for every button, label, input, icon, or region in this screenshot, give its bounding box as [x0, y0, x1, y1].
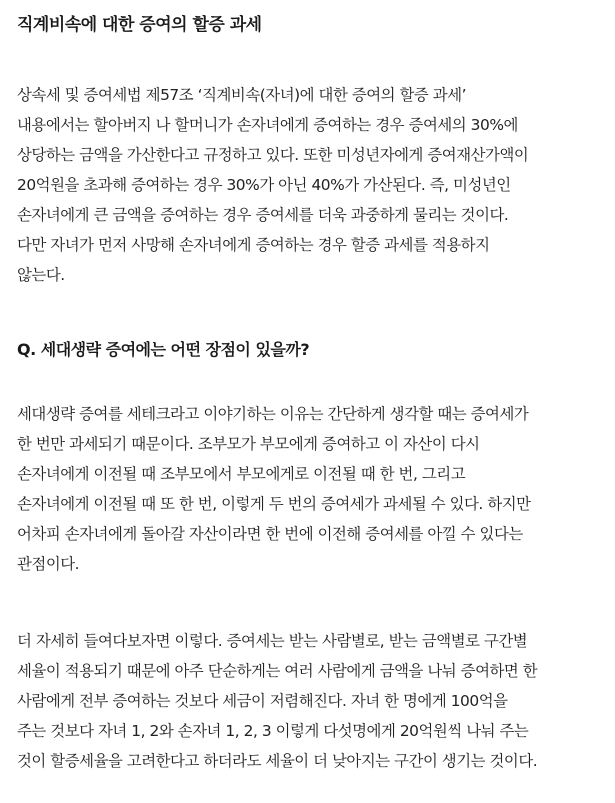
paragraph-grandchild-surcharge	[17, 80, 528, 290]
paragraph-line: 어차피 손자녀에게 돌아갈 자산이라면 한 번에 이전해 증여세를 아낄 수 있다는	[17, 525, 523, 543]
paragraph-line: 더 자세히 들여다보자면 이렇다. 증여세는 받는 사람별로, 받는 금액별로 구간별	[17, 632, 528, 650]
question-heading: Q. 세대생략 증여에는 어떤 장점이 있을까?	[17, 340, 310, 359]
paragraph-line: 않는다.	[17, 266, 65, 284]
paragraph-generation-skipping-benefit	[17, 399, 531, 579]
paragraph-line: 상당하는 금액을 가산한다고 규정하고 있다. 또한 미성년자에게 증여재산가액이	[17, 146, 529, 164]
paragraph-line: 다만 자녀가 먼저 사망해 손자녀에게 증여하는 경우 할증 과세를 적용하지	[17, 236, 490, 254]
paragraph-line: 손자녀에게 이전될 때 조부모에서 부모에게로 이전될 때 한 번, 그리고	[17, 465, 466, 483]
paragraph-line: 손자녀에게 큰 금액을 증여하는 경우 증여세를 더욱 과중하게 물리는 것이다.	[17, 206, 509, 224]
paragraph-line: 내용에서는 할아버지 나 할머니가 손자녀에게 증여하는 경우 증여세의 30%에	[17, 116, 518, 134]
paragraph-line: 세율이 적용되기 때문에 아주 단순하게는 여러 사람에게 금액을 나눠 증여하면 한	[17, 662, 538, 680]
paragraph-tax-bracket-detail	[17, 626, 537, 776]
paragraph-line: 관점이다.	[17, 555, 80, 573]
paragraph-line: 것이 할증세율을 고려한다고 하더라도 세율이 더 낮아지는 구간이 생기는 것이다.	[17, 752, 538, 770]
article-title: 직계비속에 대한 증여의 할증 과세	[17, 15, 262, 35]
paragraph-line: 20억원을 초과해 증여하는 경우 30%가 아닌 40%가 가산된다. 즉, 미성년인	[17, 176, 511, 194]
paragraph-line: 사람에게 전부 증여하는 것보다 세금이 저렴해진다. 자녀 한 명에게 100억을	[17, 692, 508, 710]
paragraph-line: 세대생략 증여를 세테크라고 이야기하는 이유는 간단하게 생각할 때는 증여세가	[17, 405, 529, 423]
paragraph-line: 손자녀에게 이전될 때 또 한 번, 이렇게 두 번의 증여세가 과세될 수 있다. 하지만	[17, 495, 531, 513]
paragraph-line: 한 번만 과세되기 때문이다. 조부모가 부모에게 증여하고 이 자산이 다시	[17, 435, 480, 453]
paragraph-line: 상속세 및 증여세법 제57조 ‘직계비속(자녀)에 대한 증여의 할증 과세’	[17, 86, 467, 104]
paragraph-line: 주는 것보다 자녀 1, 2와 손자녀 1, 2, 3 이렇게 다섯명에게 20억원씩 나눠 주는	[17, 722, 529, 740]
